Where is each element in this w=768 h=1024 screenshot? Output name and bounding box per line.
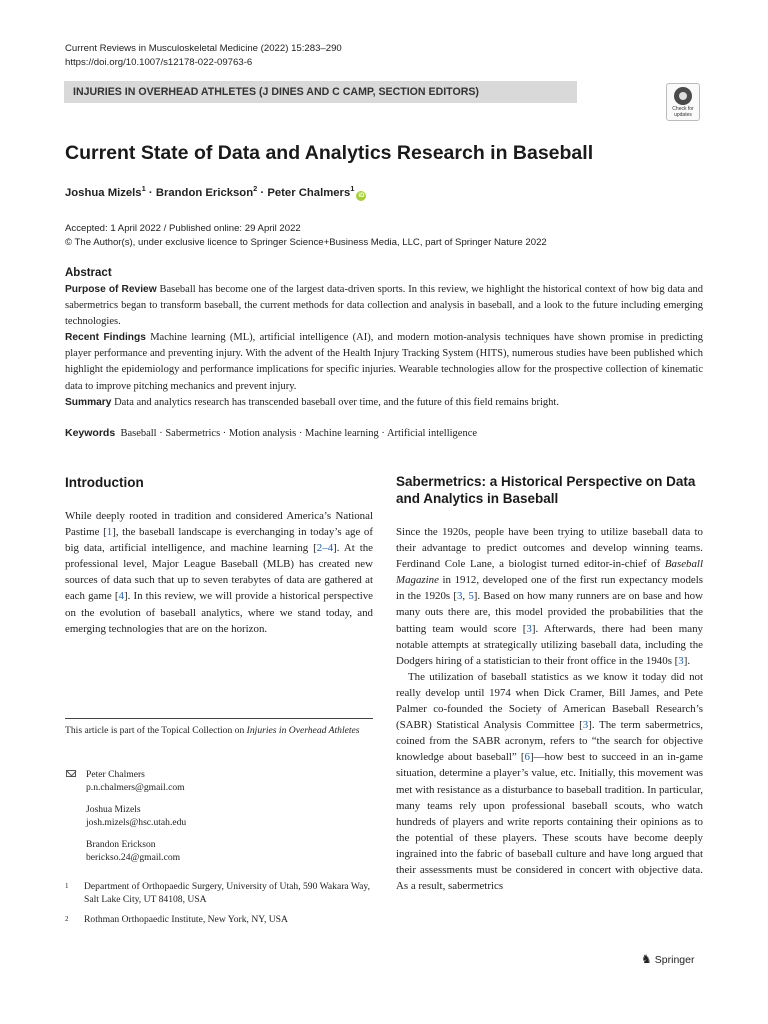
author-name[interactable]: Peter Chalmers [267, 186, 351, 199]
contact-email[interactable]: josh.mizels@hsc.utah.edu [86, 817, 187, 828]
publisher-logo [641, 952, 694, 966]
contact-email[interactable]: p.n.chalmers@gmail.com [86, 782, 185, 793]
affiliation: Rothman Orthopaedic Institute, New York, NY, USA [84, 914, 288, 925]
affiliation-number: 1 [65, 882, 69, 890]
collection-topic[interactable]: Injuries in Overhead Athletes [246, 725, 360, 736]
springer-horse-icon: ♞ [641, 952, 652, 966]
keywords [65, 427, 477, 439]
section-bar: INJURIES IN OVERHEAD ATHLETES (J DINES AND C CAMP, SECTION EDITORS) [64, 81, 577, 103]
author-name[interactable]: Joshua Mizels [65, 186, 142, 199]
findings-label: Recent Findings [65, 332, 146, 344]
citation-link[interactable]: 3 [456, 590, 463, 603]
article-dates: Accepted: 1 April 2022 / Published online: 29 April 2022 [65, 223, 301, 234]
author-separator: · [145, 186, 156, 199]
magazine-title: Baseball Magazine [396, 558, 703, 587]
summary-text: Data and analytics research has transcended baseball over time, and the future of this field remains bright. [114, 396, 559, 408]
affiliation-number: 2 [65, 915, 69, 923]
author-name[interactable]: Brandon Erickson [155, 186, 254, 199]
citation-link[interactable]: 4 [118, 590, 124, 603]
purpose-label: Purpose of Review [65, 284, 157, 295]
citation-link[interactable]: 3 [526, 622, 532, 635]
author-list [65, 184, 366, 201]
citation-link[interactable]: 3 [582, 719, 589, 732]
doi-link[interactable]: https://doi.org/10.1007/s12178-022-09763-6 [65, 57, 253, 68]
author-affil: 1 [350, 184, 355, 193]
check-updates-label: Check for updates [672, 106, 694, 118]
citation-link[interactable]: 6 [524, 751, 530, 764]
contact-entry [86, 803, 186, 829]
journal-citation [65, 42, 342, 70]
contact-name: Joshua Mizels [86, 804, 141, 815]
footnote-divider [65, 718, 373, 719]
contact-email[interactable]: berickso.24@gmail.com [86, 852, 181, 863]
citation-link[interactable]: 2–4 [316, 542, 334, 555]
author-separator: · [257, 186, 268, 199]
author-affil: 1 [141, 184, 146, 193]
collection-note: This article is part of the Topical Collection on Injuries in Overhead Athletes [65, 725, 360, 736]
sabermetrics-body: Since the 1920s, people have been trying to utilize baseball data to their advantage to predict outcomes and develop winning teams. Ferdinand Cole Lane, a biologist turned editor-in-chief of Baseball Magazine in 1912, developed one of the first run expectancy models in the 1920s [3, 5]. Based on how many runners are on base and how many outs there are, this model provided the probabilities that the batting team would score [3]. Afterwards, there had been many notable attempts at strategically utilizing baseball data, including the Dodgers hiring of a statistician to their front office in the 1940s [3]. The utilization of baseball statistics as we know it today did not really develop until 1974 when Dick Cramer, Bill James, and Pete Palmer co-founded the Society of American Baseball Research’s (SABR) Statistical Analysis Committee [3]. The term sabermetrics, coined from the SABR acronym, refers to “the search for objective knowledge about baseball” [6]—how best to succeed in an in-game situation, determine a player’s value, etc. Initially, this movement was met with resistance as a disturbance to baseball tradition. In particular, many teams rely upon professional baseball scouts, who watch hundreds of players and write reports containing their opinions as to the potential of these players. These scouts have become deeply ingrained into the fabric of baseball culture and have long argued that their assessments must be considered in concert with objective data. As a result, sabermetrics [396, 526, 703, 893]
author-affil: 2 [253, 184, 258, 193]
abstract-heading: Abstract [65, 267, 112, 279]
article-title: Current State of Data and Analytics Research in Baseball [65, 142, 594, 164]
citation-link[interactable]: 5 [468, 590, 474, 603]
check-updates-icon [674, 87, 692, 105]
citation-link[interactable]: 1 [106, 526, 113, 539]
abstract-body [65, 282, 703, 411]
copyright-line: © The Author(s), under exclusive licence to Springer Science+Business Media, LLC, part of Springer Nature 2022 [65, 237, 547, 248]
purpose-text: Baseball has become one of the largest data-driven sports. In this review, we highlight the historical context of how big data and sabermetrics began to transform baseball, the current methods for data collection and analysis in baseball, and a look to the future including emerging technologies. [65, 284, 703, 328]
sabermetrics-heading: Sabermetrics: a Historical Perspective on Data and Analytics in Baseball [396, 474, 696, 506]
intro-heading: Introduction [65, 475, 144, 490]
findings-text: Machine learning (ML), artificial intelligence (AI), and modern motion-analysis techniques have shown promise in predicting player performance and preventing injury. With the advent of the Health Injury Tracking System (HITS), numerous studies have been published which highlight the epidemiology and performance implications for specific injuries. Wearable technologies allow for the prospective collection of kinematic data to improve pitching mechanics and prevent injury. [65, 332, 703, 392]
contact-name: Peter Chalmers [86, 769, 145, 780]
contact-entry [86, 838, 180, 864]
publisher-name: Springer [654, 954, 695, 966]
intro-body: While deeply rooted in tradition and considered America’s National Pastime [1], the baseball landscape is everchanging in today’s age of big data, artificial intelligence, and machine learning [2–4]. At the professional level, Major League Baseball (MLB) has created new sources of data such that up to seven terabytes of data are gathered at each game [4]. In this review, we will provide a historical perspective on the evolution of baseball analytics, where we stand today, and emerging technologies that are on the horizon. [65, 510, 373, 635]
orcid-icon[interactable]: iD [358, 192, 365, 199]
contact-name: Brandon Erickson [86, 839, 156, 850]
affiliation: Department of Orthopaedic Surgery, University of Utah, 590 Wakara Way, Salt Lake City, UT 84108, USA [84, 881, 371, 905]
contact-entry [86, 768, 185, 794]
citation-link[interactable]: 3 [678, 654, 684, 667]
check-for-updates-badge[interactable] [666, 83, 700, 121]
journal-name: Current Reviews in Musculoskeletal Medicine (2022) 15:283–290 [65, 43, 342, 54]
keywords-list: Baseball · Sabermetrics · Motion analysis · Machine learning · Artificial intelligence [120, 428, 478, 439]
mail-icon [66, 770, 76, 777]
summary-label: Summary [65, 396, 112, 408]
keywords-label: Keywords [65, 427, 116, 439]
